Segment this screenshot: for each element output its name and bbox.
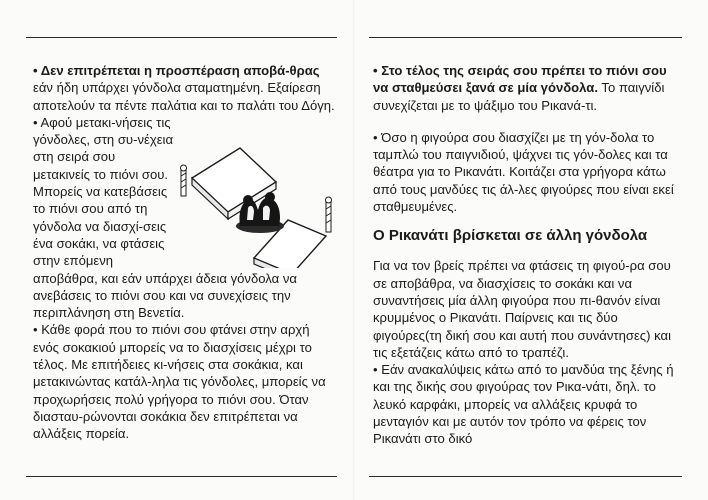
top-rule-left [26,37,337,38]
right-column [373,62,677,448]
right-paragraph-2: • Όσο η φιγούρα σου διασχίζει με τη γόν-δολα το ταμπλώ του παιγνιδιού, ψάχνει τις γόν-δολες και τα θέατρα για το Ρικανάτι. Κοιτάζει στα γρήγορα κάτω από τους μανδύες τις άλ-λες φιγούρες που είναι εκεί σταθμευμένες. [373,129,674,215]
left-paragraph-2: • Αφού μετακι-νήσεις τις γόνδολες, στη συ-νέχεια στη σειρά σου μετακινείς το πιόνι σου. Μπορείς να κατεβάσεις το πιόνι σου από τη γόνδολα να διασχί-σεις ένα σοκάκι, να φτάσεις στην επόμενη αποβάθρα, και εάν υπάρχει άδεια γόνδολα να ανεβάσεις το πιόνι σου και να συνεχίσεις την περιπλάνηση στη Βενετία. [33,114,297,321]
section-heading: Ο Ρικανάτι βρίσκεται σε άλλη γόνδολα [373,227,648,245]
left-paragraph-1 [33,62,337,114]
top-rule-right [369,37,682,38]
bottom-rule-left [26,476,337,477]
left-paragraph-1-text: εάν ήδη υπάρχει γόνδολα σταματημένη. Εξαίρεση αποτελούν τα πέντε παλάτια και το παλάτι του Δόγη. [33,80,335,113]
page-crease [353,0,355,500]
right-paragraph-3: Για να τον βρείς πρέπει να φτάσεις τη φιγού-ρα σου σε αποβάθρα, να διασχίσεις το σοκάκι και να συναντήσεις μία άλλη φιγούρα που πι-θανόν είναι κρυμμένος ο Ρικανάτι. Παίρνεις και τις δύο φιγούρες(τη δική σου και αυτή που συνάντησες) και τις εξετάζεις κάτω από το τραπέζι. [373,258,671,360]
left-paragraph-3: • Κάθε φορά που το πιόνι σου φτάνει στην αρχή ενός σοκακιού μπορείς να το διασχίσεις μέχρι το τέλος. Με επιτήδειες κι-νήσεις στα σοκάκια, και μετακινώντας κατάλ-ληλα τις γόνδολες, μπορείς να προχωρήσεις πολύ γρήγορα το πιόνι σου. Όταν διασταυ-ρώνονται σοκάκια δεν επιτρέπεται να αλλάξεις πορεία. [33,322,326,442]
gondola-illustration [178,108,343,268]
left-paragraph-1-bold: • Δεν επιτρέπεται η προσπέραση αποβά-θρας [33,63,320,78]
left-column [33,62,337,443]
mooring-pole-left [181,165,187,196]
right-paragraph-1-text: Το παιγνίδι συνεχίζεται με το ψάξιμο του Ρικανά-τι. [373,80,665,113]
right-paragraph-4: • Εάν ανακαλύψεις κάτω από το μανδύα της ξένης ή και της δικής σου φιγούρας τον Ρικα-νάτι, δηλ. το λευκό καρφάκι, μπορείς να αλλάξεις κρυφά το μενταγιόν και με αυτόν τον τρόπο να φέρεις τον Ρικανάτι στο δικό [373,362,674,447]
bottom-rule-right [369,476,682,477]
right-paragraph-1 [373,62,677,114]
mooring-pole-right [326,197,332,232]
right-paragraph-1-bold: • Στο τέλος της σειράς σου πρέπει το πιόνι σου να σταθμεύσει ξανά σε μία γόνδολα. [373,63,667,96]
